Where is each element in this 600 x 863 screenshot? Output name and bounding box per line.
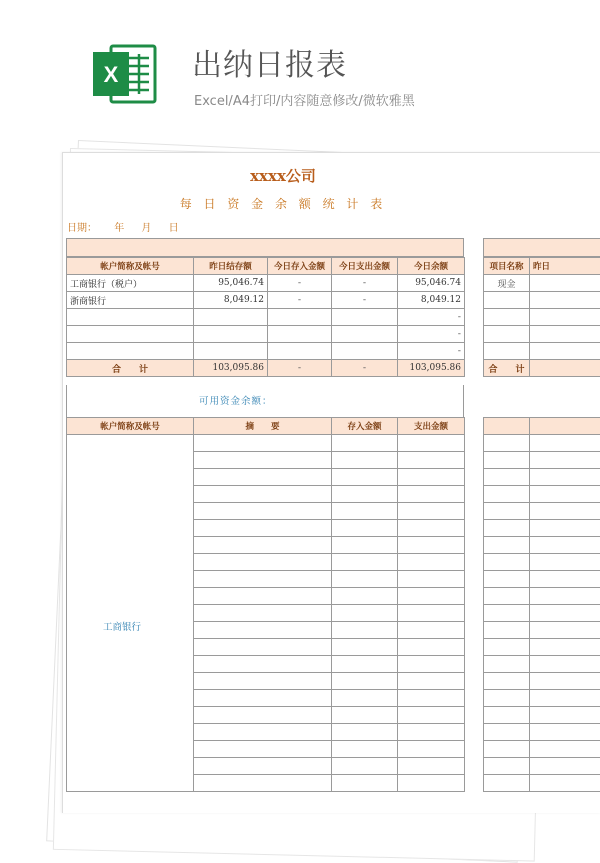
yesterday-balance-cell[interactable]: 95,046.74 bbox=[194, 275, 268, 292]
table-row bbox=[484, 503, 600, 520]
side-detail-cell[interactable] bbox=[530, 622, 600, 639]
side-detail-cell[interactable] bbox=[484, 605, 530, 622]
detail-cell[interactable] bbox=[194, 622, 332, 639]
date-line bbox=[67, 219, 193, 234]
balance-cell[interactable]: - bbox=[398, 326, 465, 343]
col-yesterday: 昨日 bbox=[530, 258, 600, 275]
side-detail-cell[interactable] bbox=[484, 571, 530, 588]
detail-cell[interactable] bbox=[194, 656, 332, 673]
side-detail-cell[interactable] bbox=[484, 520, 530, 537]
item-name-cell[interactable] bbox=[484, 292, 530, 309]
detail-cell[interactable] bbox=[194, 741, 332, 758]
detail-cell[interactable] bbox=[332, 741, 398, 758]
deposit-cell[interactable] bbox=[268, 309, 332, 326]
detail-cell[interactable] bbox=[398, 758, 465, 775]
detail-cell[interactable] bbox=[398, 622, 465, 639]
side-detail-cell[interactable] bbox=[530, 452, 600, 469]
detail-cell[interactable] bbox=[332, 503, 398, 520]
table-row bbox=[484, 435, 600, 452]
table-row bbox=[484, 452, 600, 469]
table-row bbox=[67, 343, 465, 360]
table-row bbox=[484, 469, 600, 486]
detail-cell[interactable] bbox=[194, 520, 332, 537]
side-detail-cell[interactable] bbox=[484, 673, 530, 690]
detail-cell[interactable] bbox=[332, 571, 398, 588]
detail-cell[interactable] bbox=[332, 724, 398, 741]
detail-cell[interactable] bbox=[332, 605, 398, 622]
date-label: 日期： bbox=[67, 223, 97, 234]
detail-cell[interactable] bbox=[332, 656, 398, 673]
col-item-name: 项目名称 bbox=[484, 258, 530, 275]
side-detail-cell[interactable] bbox=[530, 554, 600, 571]
col-summary: 摘 要 bbox=[194, 418, 332, 435]
detail-cell[interactable] bbox=[332, 622, 398, 639]
col-account: 帐户简称及帐号 bbox=[67, 258, 194, 275]
total-label: 合 计 bbox=[67, 360, 194, 377]
detail-cell[interactable] bbox=[398, 656, 465, 673]
col-today-deposit: 今日存入金额 bbox=[268, 258, 332, 275]
detail-cell[interactable] bbox=[398, 503, 465, 520]
summary-header-row bbox=[67, 258, 465, 275]
month-label: 月 bbox=[141, 223, 151, 234]
side-detail-cell[interactable] bbox=[484, 741, 530, 758]
detail-cell[interactable] bbox=[332, 707, 398, 724]
side-detail-cell[interactable] bbox=[484, 435, 530, 452]
side-detail-cell[interactable] bbox=[484, 622, 530, 639]
table-row bbox=[484, 639, 600, 656]
side-detail-cell[interactable] bbox=[530, 486, 600, 503]
detail-cell[interactable] bbox=[332, 758, 398, 775]
side-detail-header-cell bbox=[484, 418, 530, 435]
detail-cell[interactable] bbox=[194, 537, 332, 554]
summary-title-band bbox=[66, 238, 464, 257]
side-detail-cell[interactable] bbox=[530, 656, 600, 673]
detail-cell[interactable] bbox=[194, 758, 332, 775]
spreadsheet-preview bbox=[62, 152, 600, 813]
detail-cell[interactable] bbox=[332, 486, 398, 503]
detail-cell[interactable] bbox=[332, 775, 398, 792]
table-row bbox=[67, 275, 465, 292]
deposit-cell[interactable] bbox=[268, 343, 332, 360]
detail-cell[interactable] bbox=[194, 690, 332, 707]
col-yesterday-balance: 昨日结存额 bbox=[194, 258, 268, 275]
document-subtitle: Excel/A4打印/内容随意修改/微软雅黑 bbox=[194, 90, 415, 109]
side-detail-cell[interactable] bbox=[530, 571, 600, 588]
item-value-cell[interactable] bbox=[530, 326, 600, 343]
side-detail-cell[interactable] bbox=[530, 520, 600, 537]
side-detail-cell[interactable] bbox=[484, 707, 530, 724]
table-row bbox=[484, 326, 600, 343]
detail-cell[interactable] bbox=[398, 741, 465, 758]
side-detail-cell[interactable] bbox=[484, 775, 530, 792]
detail-cell[interactable] bbox=[332, 520, 398, 537]
detail-cell[interactable] bbox=[194, 673, 332, 690]
detail-account-cell[interactable] bbox=[67, 435, 194, 792]
available-funds-row bbox=[66, 385, 464, 417]
detail-cell[interactable] bbox=[398, 775, 465, 792]
detail-cell[interactable] bbox=[398, 486, 465, 503]
detail-cell[interactable] bbox=[194, 775, 332, 792]
detail-cell[interactable] bbox=[398, 639, 465, 656]
side-detail-cell[interactable] bbox=[530, 775, 600, 792]
detail-cell[interactable] bbox=[398, 537, 465, 554]
detail-cell[interactable] bbox=[398, 588, 465, 605]
table-row bbox=[484, 707, 600, 724]
col-detail-account: 帐户简称及帐号 bbox=[67, 418, 194, 435]
detail-cell[interactable] bbox=[194, 435, 332, 452]
detail-cell[interactable] bbox=[332, 537, 398, 554]
summary-table bbox=[66, 257, 465, 377]
detail-cell[interactable] bbox=[194, 469, 332, 486]
detail-cell[interactable] bbox=[332, 673, 398, 690]
side-detail-cell[interactable] bbox=[530, 588, 600, 605]
detail-cell[interactable] bbox=[194, 707, 332, 724]
detail-cell[interactable] bbox=[194, 486, 332, 503]
summary-total-row bbox=[67, 360, 465, 377]
col-today-balance: 今日余额 bbox=[398, 258, 465, 275]
detail-cell[interactable] bbox=[332, 588, 398, 605]
side-detail-cell[interactable] bbox=[530, 435, 600, 452]
item-name-cell[interactable] bbox=[484, 309, 530, 326]
table-row bbox=[67, 292, 465, 309]
detail-table bbox=[66, 417, 465, 792]
table-row bbox=[484, 309, 600, 326]
yesterday-balance-cell[interactable]: 8,049.12 bbox=[194, 292, 268, 309]
side-detail-cell[interactable] bbox=[530, 503, 600, 520]
balance-cell[interactable]: - bbox=[398, 309, 465, 326]
table-row bbox=[484, 343, 600, 360]
detail-cell[interactable] bbox=[398, 605, 465, 622]
detail-cell[interactable] bbox=[398, 673, 465, 690]
side-detail-cell[interactable] bbox=[484, 724, 530, 741]
available-funds-label: 可用资金余额： bbox=[199, 393, 273, 407]
yesterday-balance-cell[interactable] bbox=[194, 309, 268, 326]
side-header-row bbox=[484, 258, 600, 275]
expense-cell[interactable] bbox=[332, 343, 398, 360]
side-detail-cell[interactable] bbox=[484, 639, 530, 656]
side-total-row bbox=[484, 360, 600, 377]
expense-cell[interactable]: - bbox=[332, 275, 398, 292]
account-cell[interactable] bbox=[67, 309, 194, 326]
company-name: xxxx公司 bbox=[63, 165, 503, 186]
side-detail-header-cell bbox=[530, 418, 600, 435]
account-cell[interactable] bbox=[67, 343, 194, 360]
detail-cell[interactable] bbox=[398, 724, 465, 741]
side-detail-cell[interactable] bbox=[484, 452, 530, 469]
expense-cell[interactable] bbox=[332, 309, 398, 326]
side-detail-cell[interactable] bbox=[530, 639, 600, 656]
side-detail-cell[interactable] bbox=[484, 690, 530, 707]
side-detail-cell[interactable] bbox=[530, 724, 600, 741]
side-detail-cell[interactable] bbox=[484, 469, 530, 486]
table-row bbox=[484, 537, 600, 554]
total-expense: - bbox=[332, 360, 398, 377]
detail-cell[interactable] bbox=[194, 639, 332, 656]
balance-cell[interactable]: 8,049.12 bbox=[398, 292, 465, 309]
col-today-expense: 今日支出金额 bbox=[332, 258, 398, 275]
side-detail-cell[interactable] bbox=[530, 673, 600, 690]
item-value-cell[interactable] bbox=[530, 275, 600, 292]
table-row bbox=[484, 554, 600, 571]
document-title: 出纳日报表 bbox=[192, 40, 347, 84]
deposit-cell[interactable]: - bbox=[268, 292, 332, 309]
side-detail-table bbox=[483, 417, 600, 792]
detail-cell[interactable] bbox=[398, 707, 465, 724]
col-deposit-amount: 存入金额 bbox=[332, 418, 398, 435]
day-label: 日 bbox=[169, 223, 179, 234]
table-row bbox=[67, 309, 465, 326]
table-row bbox=[484, 622, 600, 639]
account-cell[interactable]: 浙商银行 bbox=[67, 292, 194, 309]
detail-cell[interactable] bbox=[332, 554, 398, 571]
table-row bbox=[484, 588, 600, 605]
table-row bbox=[67, 435, 465, 452]
item-value-cell[interactable] bbox=[530, 343, 600, 360]
side-detail-cell[interactable] bbox=[530, 605, 600, 622]
detail-cell[interactable] bbox=[332, 469, 398, 486]
side-detail-cell[interactable] bbox=[484, 656, 530, 673]
detail-cell[interactable] bbox=[194, 554, 332, 571]
table-row bbox=[484, 724, 600, 741]
table-row bbox=[484, 775, 600, 792]
detail-cell[interactable] bbox=[194, 724, 332, 741]
table-row bbox=[484, 758, 600, 775]
detail-cell[interactable] bbox=[194, 571, 332, 588]
total-yesterday-balance: 103,095.86 bbox=[194, 360, 268, 377]
year-label: 年 bbox=[114, 223, 124, 234]
total-deposit: - bbox=[268, 360, 332, 377]
side-total-value bbox=[530, 360, 600, 377]
side-detail-cell[interactable] bbox=[530, 707, 600, 724]
item-name-cell[interactable]: 现金 bbox=[484, 275, 530, 292]
detail-cell[interactable] bbox=[398, 469, 465, 486]
table-row bbox=[484, 571, 600, 588]
deposit-cell[interactable] bbox=[268, 326, 332, 343]
yesterday-balance-cell[interactable] bbox=[194, 343, 268, 360]
side-detail-cell[interactable] bbox=[484, 554, 530, 571]
side-detail-cell[interactable] bbox=[484, 588, 530, 605]
table-row bbox=[484, 656, 600, 673]
expense-cell[interactable]: - bbox=[332, 292, 398, 309]
detail-bank-label: 工商银行 bbox=[103, 619, 141, 633]
expense-cell[interactable] bbox=[332, 326, 398, 343]
col-expense-amount: 支出金额 bbox=[398, 418, 465, 435]
side-detail-cell[interactable] bbox=[530, 758, 600, 775]
side-detail-header-row bbox=[484, 418, 600, 435]
table-row bbox=[484, 520, 600, 537]
excel-icon bbox=[89, 38, 161, 110]
side-detail-cell[interactable] bbox=[530, 741, 600, 758]
side-detail-cell[interactable] bbox=[484, 537, 530, 554]
detail-cell[interactable] bbox=[194, 503, 332, 520]
detail-cell[interactable] bbox=[398, 435, 465, 452]
side-detail-cell[interactable] bbox=[530, 469, 600, 486]
detail-cell[interactable] bbox=[194, 605, 332, 622]
item-value-cell[interactable] bbox=[530, 309, 600, 326]
table-row bbox=[484, 292, 600, 309]
table-row bbox=[67, 326, 465, 343]
report-title: 每 日 资 金 余 额 统 计 表 bbox=[63, 195, 503, 212]
item-name-cell[interactable] bbox=[484, 326, 530, 343]
side-table bbox=[483, 257, 600, 377]
account-cell[interactable] bbox=[67, 326, 194, 343]
table-row bbox=[484, 673, 600, 690]
detail-cell[interactable] bbox=[194, 588, 332, 605]
yesterday-balance-cell[interactable] bbox=[194, 326, 268, 343]
table-row bbox=[484, 741, 600, 758]
detail-cell[interactable] bbox=[332, 639, 398, 656]
side-total-label: 合 计 bbox=[484, 360, 530, 377]
balance-cell[interactable]: - bbox=[398, 343, 465, 360]
detail-cell[interactable] bbox=[398, 571, 465, 588]
deposit-cell[interactable]: - bbox=[268, 275, 332, 292]
detail-cell[interactable] bbox=[332, 690, 398, 707]
side-title-band bbox=[483, 238, 600, 257]
item-name-cell[interactable] bbox=[484, 343, 530, 360]
detail-cell[interactable] bbox=[398, 690, 465, 707]
balance-cell[interactable]: 95,046.74 bbox=[398, 275, 465, 292]
detail-cell[interactable] bbox=[194, 452, 332, 469]
detail-cell[interactable] bbox=[398, 520, 465, 537]
detail-cell[interactable] bbox=[332, 435, 398, 452]
side-detail-cell[interactable] bbox=[484, 486, 530, 503]
side-detail-cell[interactable] bbox=[484, 503, 530, 520]
account-cell[interactable]: 工商银行（税户） bbox=[67, 275, 194, 292]
detail-cell[interactable] bbox=[332, 452, 398, 469]
detail-header-row bbox=[67, 418, 465, 435]
svg-text:X: X bbox=[104, 62, 119, 87]
total-balance: 103,095.86 bbox=[398, 360, 465, 377]
side-detail-cell[interactable] bbox=[484, 758, 530, 775]
table-row bbox=[484, 605, 600, 622]
side-detail-cell[interactable] bbox=[530, 690, 600, 707]
detail-cell[interactable] bbox=[398, 452, 465, 469]
side-detail-cell[interactable] bbox=[530, 537, 600, 554]
table-row bbox=[484, 486, 600, 503]
item-value-cell[interactable] bbox=[530, 292, 600, 309]
table-row bbox=[484, 275, 600, 292]
table-row bbox=[484, 690, 600, 707]
detail-cell[interactable] bbox=[398, 554, 465, 571]
